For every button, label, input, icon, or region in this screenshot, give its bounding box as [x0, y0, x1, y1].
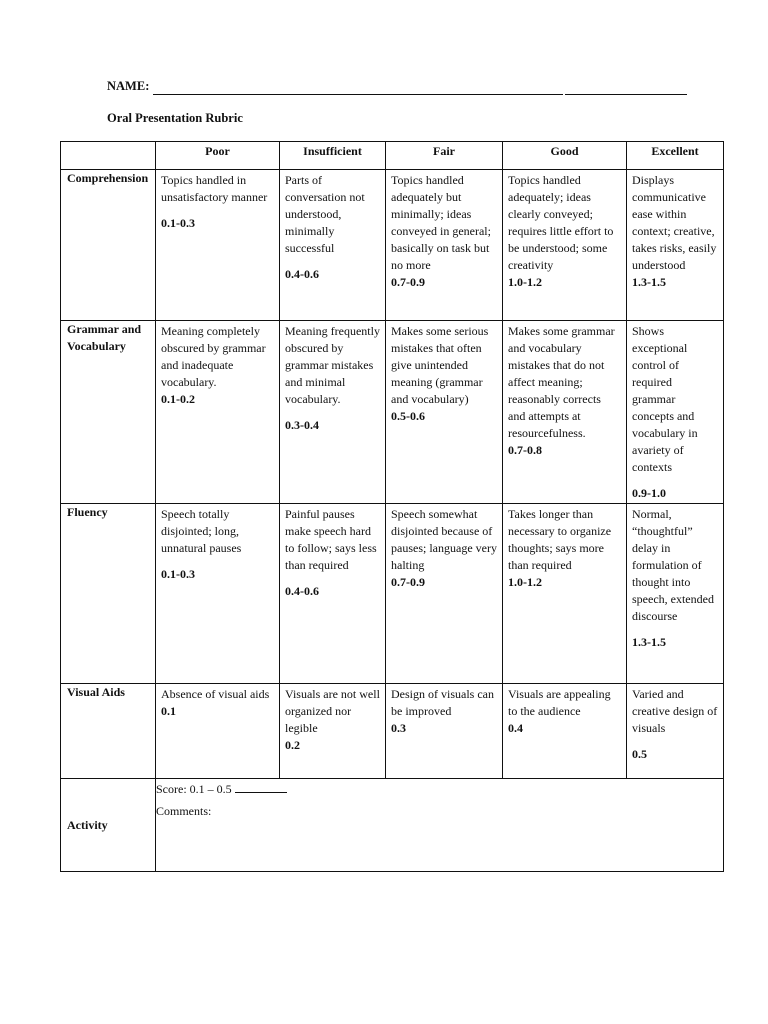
- rubric-cell: [627, 321, 724, 504]
- rubric-cell: [386, 504, 503, 684]
- header-row: [61, 142, 724, 170]
- cell-score: 1.3-1.5: [632, 275, 666, 289]
- row-label: Fluency: [61, 504, 156, 684]
- cell-description: Meaning frequently obscured by grammar mistakes and minimal vocabulary.: [285, 324, 380, 406]
- page-title: Oral Presentation Rubric: [107, 111, 243, 125]
- rubric-cell: [503, 684, 627, 779]
- cell-description: Makes some grammar and vocabulary mistakes that do not affect meaning; reasonably corrects and attempts at resourcefulness.: [508, 324, 615, 440]
- cell-description: Normal, “thoughtful” delay in formulation of thought into speech, extended discourse: [632, 507, 714, 623]
- rubric-cell: [156, 684, 280, 779]
- row-label: Grammar and Vocabulary: [61, 321, 156, 504]
- activity-comments-label: Comments:: [156, 804, 212, 818]
- row-label: Comprehension: [61, 170, 156, 321]
- corner-cell: [61, 142, 156, 170]
- rubric-cell: [386, 170, 503, 321]
- cell-score: 0.5-0.6: [391, 409, 425, 423]
- activity-score-label: Score: 0.1 – 0.5: [156, 782, 232, 796]
- name-field: [107, 79, 697, 97]
- cell-description: Painful pauses make speech hard to follow; says less than required: [285, 507, 377, 572]
- cell-description: Design of visuals can be improved: [391, 687, 494, 718]
- activity-score-line: [156, 781, 287, 798]
- cell-description: Visuals are not well organized nor legible: [285, 687, 380, 735]
- cell-description: Meaning completely obscured by grammar and inadequate vocabulary.: [161, 324, 266, 389]
- rubric-cell: [503, 170, 627, 321]
- rubric-cell: [280, 170, 386, 321]
- column-header-fair: Fair: [386, 142, 503, 170]
- cell-description: Visuals are appealing to the audience: [508, 687, 611, 718]
- cell-description: Parts of conversation not understood, minimally successful: [285, 173, 365, 255]
- rubric-row-fluency: [61, 504, 724, 684]
- rubric-cell: [386, 684, 503, 779]
- cell-description: Speech totally disjointed; long, unnatural pauses: [161, 507, 242, 555]
- rubric-cell: [280, 504, 386, 684]
- cell-score: 0.1-0.3: [161, 567, 195, 581]
- rubric-cell: [627, 684, 724, 779]
- cell-score: 0.7-0.8: [508, 443, 542, 457]
- cell-description: Speech somewhat disjointed because of pauses; language very halting: [391, 507, 497, 572]
- column-header-poor: Poor: [156, 142, 280, 170]
- rubric-row-visual-aids: [61, 684, 724, 779]
- rubric-cell: [503, 321, 627, 504]
- score-blank[interactable]: [235, 782, 287, 793]
- name-blank-line: [153, 94, 563, 95]
- cell-score: 0.4-0.6: [285, 584, 319, 598]
- row-label: Visual Aids: [61, 684, 156, 779]
- cell-score: 0.1-0.3: [161, 216, 195, 230]
- name-label: NAME:: [107, 79, 150, 93]
- cell-description: Topics handled in unsatisfactory manner: [161, 173, 268, 204]
- rubric-row-comprehension: [61, 170, 724, 321]
- cell-description: Varied and creative design of visuals: [632, 687, 718, 735]
- cell-score: 0.4-0.6: [285, 267, 319, 281]
- cell-description: Displays communicative ease within context; creative, takes risks, easily understood: [632, 173, 717, 272]
- cell-score: 1.0-1.2: [508, 275, 542, 289]
- activity-cell[interactable]: [156, 779, 724, 872]
- cell-description: Shows exceptional control of required grammar concepts and vocabulary in avariety of contexts: [632, 324, 698, 474]
- rubric-cell: [386, 321, 503, 504]
- column-header-insufficient: Insufficient: [280, 142, 386, 170]
- rubric-cell: [280, 321, 386, 504]
- rubric-cell: [503, 504, 627, 684]
- name-blank-line-extra: [565, 94, 687, 95]
- rubric-cell: [156, 504, 280, 684]
- cell-score: 0.3: [391, 721, 406, 735]
- cell-description: Topics handled adequately; ideas clearly conveyed; requires little effort to be understood; some creativity: [508, 173, 614, 272]
- activity-label: Activity: [61, 779, 156, 872]
- column-header-excellent: Excellent: [627, 142, 724, 170]
- cell-score: 0.7-0.9: [391, 575, 425, 589]
- rubric-cell: [156, 321, 280, 504]
- cell-score: 0.2: [285, 738, 300, 752]
- rubric-table: [60, 141, 724, 872]
- cell-score: 1.3-1.5: [632, 635, 666, 649]
- cell-description: Makes some serious mistakes that often give unintended meaning (grammar and vocabulary): [391, 324, 489, 406]
- cell-description: Topics handled adequately but minimally; ideas conveyed in general; basically on task but no more: [391, 173, 491, 272]
- rubric-row-grammar-vocabulary: [61, 321, 724, 504]
- cell-score: 1.0-1.2: [508, 575, 542, 589]
- column-header-good: Good: [503, 142, 627, 170]
- rubric-cell: [280, 684, 386, 779]
- rubric-cell: [627, 504, 724, 684]
- activity-row: [61, 779, 724, 872]
- rubric-cell: [156, 170, 280, 321]
- cell-score: 0.1-0.2: [161, 392, 195, 406]
- cell-score: 0.5: [632, 747, 647, 761]
- cell-score: 0.1: [161, 704, 176, 718]
- cell-score: 0.7-0.9: [391, 275, 425, 289]
- cell-score: 0.4: [508, 721, 523, 735]
- rubric-cell: [627, 170, 724, 321]
- cell-description: Absence of visual aids: [161, 687, 270, 701]
- cell-description: Takes longer than necessary to organize thoughts; says more than required: [508, 507, 612, 572]
- cell-score: 0.3-0.4: [285, 418, 319, 432]
- cell-score: 0.9-1.0: [632, 486, 666, 500]
